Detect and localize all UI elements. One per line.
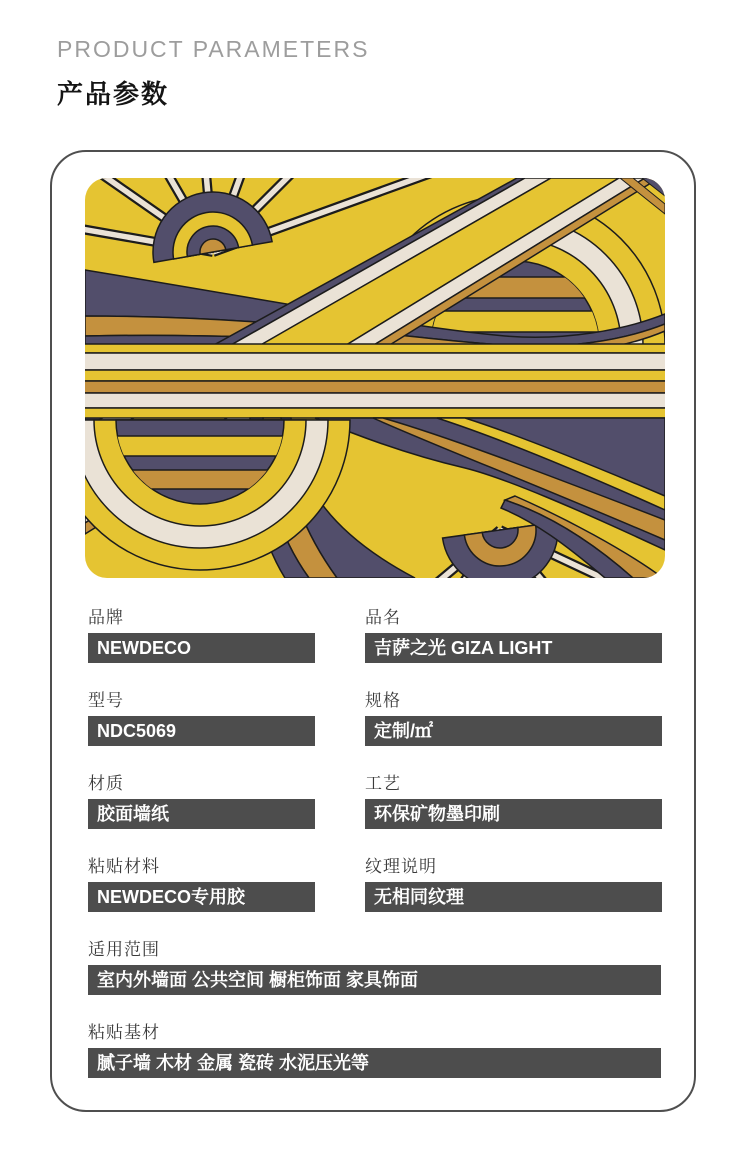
param-label: 适用范围 xyxy=(88,940,160,959)
param-label: 工艺 xyxy=(365,774,401,793)
product-parameters-card xyxy=(50,150,696,1112)
param-substrate xyxy=(88,1023,661,1078)
param-brand xyxy=(88,608,315,663)
param-label: 粘贴材料 xyxy=(88,857,160,876)
param-applicable-range xyxy=(88,940,661,995)
param-label: 品牌 xyxy=(88,608,124,627)
page-title-en: PRODUCT PARAMETERS xyxy=(57,36,370,62)
param-adhesive xyxy=(88,857,315,912)
param-label: 型号 xyxy=(88,691,124,710)
param-value: 无相同纹理 xyxy=(365,882,662,912)
param-row xyxy=(88,1023,663,1078)
param-value: 腻子墙 木材 金属 瓷砖 水泥压光等 xyxy=(88,1048,661,1078)
param-model xyxy=(88,691,315,746)
param-label: 规格 xyxy=(365,691,401,710)
param-texture xyxy=(365,857,662,912)
param-product-name xyxy=(365,608,662,663)
param-row xyxy=(88,608,663,663)
param-value: 环保矿物墨印刷 xyxy=(365,799,662,829)
wallpaper-art-svg xyxy=(85,178,665,578)
param-label: 材质 xyxy=(88,774,124,793)
page-title-cn: 产品参数 xyxy=(57,79,170,109)
param-value: 定制/㎡ xyxy=(365,716,662,746)
param-row xyxy=(88,940,663,995)
param-value: 胶面墙纸 xyxy=(88,799,315,829)
param-row xyxy=(88,691,663,746)
param-label: 品名 xyxy=(365,608,401,627)
param-spec xyxy=(365,691,662,746)
param-craft xyxy=(365,774,662,829)
parameters-list xyxy=(88,608,663,1106)
param-label: 粘贴基材 xyxy=(88,1023,160,1042)
param-value: NDC5069 xyxy=(88,716,315,746)
param-value: 吉萨之光 GIZA LIGHT xyxy=(365,633,662,663)
param-value: NEWDECO xyxy=(88,633,315,663)
product-pattern-image xyxy=(85,178,665,578)
param-material xyxy=(88,774,315,829)
param-row xyxy=(88,774,663,829)
param-row xyxy=(88,857,663,912)
page-header xyxy=(57,36,369,111)
param-value: NEWDECO专用胶 xyxy=(88,882,315,912)
param-label: 纹理说明 xyxy=(365,857,437,876)
param-value: 室内外墙面 公共空间 橱柜饰面 家具饰面 xyxy=(88,965,661,995)
